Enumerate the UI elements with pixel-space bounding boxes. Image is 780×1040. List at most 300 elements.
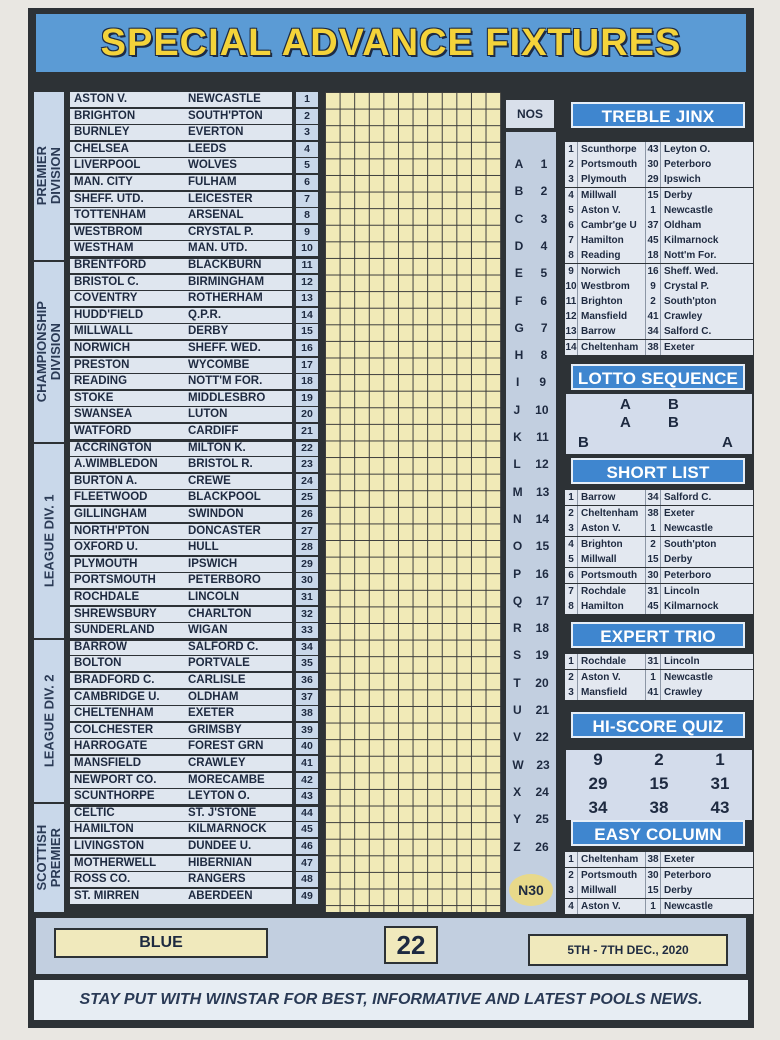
fixture-row <box>70 889 292 904</box>
home-team: Cheltenham <box>578 852 646 867</box>
nos-letter: R <box>512 621 522 636</box>
home-team: Hamilton <box>578 233 646 248</box>
row-index: 4 <box>565 899 578 914</box>
away-team: WIGAN <box>188 624 228 637</box>
fixture-number: 33 <box>296 623 318 638</box>
fixture-number: 43 <box>646 142 661 157</box>
row-index: 6 <box>565 218 578 233</box>
home-team: ACCRINGTON <box>74 441 152 454</box>
treble-jinx-row <box>565 248 753 263</box>
nos-letter: B <box>514 184 524 199</box>
division-separator <box>70 805 322 807</box>
fixture-number: 15 <box>296 324 318 339</box>
fixture-row <box>70 474 292 489</box>
row-index: 1 <box>565 490 578 505</box>
fixture-row <box>70 872 292 887</box>
nos-letter: Y <box>513 812 522 827</box>
away-team: MIDDLESBRO <box>188 391 266 404</box>
fixture-number: 34 <box>646 324 661 339</box>
division-separator <box>70 440 322 442</box>
nos-letter: F <box>514 293 523 308</box>
short-list-row <box>565 537 753 552</box>
nos-item <box>506 372 556 392</box>
fixture-row <box>70 374 292 389</box>
home-team: Aston V. <box>578 203 646 218</box>
away-team: Kilmarnock <box>664 601 719 613</box>
away-team: FULHAM <box>188 176 237 188</box>
nos-letter: G <box>514 320 524 335</box>
fixture-row <box>70 457 292 472</box>
nos-number: 16 <box>535 566 549 581</box>
home-team: WESTHAM <box>74 242 134 255</box>
short-list-title: SHORT LIST <box>571 458 745 484</box>
lotto-r1-a: A <box>620 396 631 413</box>
fixture-row <box>70 607 292 622</box>
home-team: A.WIMBLEDON <box>74 458 158 471</box>
fixture-row <box>70 507 292 522</box>
fixture-row <box>70 524 292 539</box>
nos-item <box>506 618 556 638</box>
nos-item <box>506 782 556 802</box>
row-index: 7 <box>565 584 578 599</box>
nos-letter: D <box>514 238 524 253</box>
nos-item <box>506 454 556 474</box>
home-team: READING <box>74 375 128 388</box>
home-team: PRESTON <box>74 358 130 371</box>
fixture-row <box>70 557 292 572</box>
fixture-number: 22 <box>296 441 318 456</box>
lotto-r2-a: A <box>620 414 631 431</box>
away-team: Oldham <box>664 220 702 231</box>
hiscore-value: 34 <box>588 798 608 817</box>
home-team: SHREWSBURY <box>74 607 157 620</box>
fixture-number: 30 <box>296 573 318 588</box>
fixture-row <box>70 856 292 871</box>
away-team: CARLISLE <box>188 674 246 686</box>
treble-jinx-row <box>565 324 753 339</box>
away-team: WOLVES <box>188 159 237 172</box>
division-label-championship <box>34 262 64 442</box>
fixture-row <box>70 723 292 738</box>
home-team: ASTON V. <box>74 93 128 105</box>
row-index: 3 <box>565 883 578 898</box>
nos-number: 10 <box>535 402 549 417</box>
away-team: BLACKBURN <box>188 259 262 271</box>
away-team: SWINDON <box>188 508 244 520</box>
away-team: RANGERS <box>188 873 246 886</box>
nos-item <box>506 591 556 611</box>
fixture-row <box>70 441 292 456</box>
division-league2-text: LEAGUE DIV. 2 <box>41 674 57 768</box>
short-list-row <box>565 584 753 599</box>
away-team: DERBY <box>188 325 229 338</box>
away-team: Lincoln <box>664 656 700 667</box>
nos-number: 21 <box>535 703 549 717</box>
nos-item <box>506 318 556 338</box>
fixture-row <box>70 623 292 638</box>
coupon-colour: BLUE <box>54 928 268 958</box>
lotto-sequence-box <box>566 394 752 454</box>
home-team: HARROGATE <box>74 740 148 753</box>
nos-letter: P <box>513 566 522 581</box>
division-label-league-2 <box>34 640 64 802</box>
fixture-number: 3 <box>296 125 318 140</box>
home-team: MANSFIELD <box>74 757 142 769</box>
away-team: Crystal P. <box>664 280 709 292</box>
nos-letter: X <box>513 784 522 799</box>
nos-item <box>506 427 556 447</box>
home-team: Plymouth <box>578 172 646 187</box>
away-team: DUNDEE U. <box>188 840 252 852</box>
fixture-row <box>70 225 292 240</box>
nos-number: 17 <box>535 593 550 608</box>
fixture-row <box>70 656 292 671</box>
away-team: Peterboro <box>664 570 712 581</box>
fixture-number: 39 <box>296 723 318 738</box>
fixture-number: 30 <box>646 568 661 583</box>
division-separator <box>70 639 322 641</box>
fixture-number: 17 <box>296 358 318 373</box>
away-team: Newcastle <box>664 204 713 216</box>
nos-letter: A <box>514 157 524 171</box>
row-index: 3 <box>565 521 578 536</box>
home-team: FLEETWOOD <box>74 491 148 504</box>
away-team: CARDIFF <box>188 425 239 437</box>
away-team: Peterboro <box>664 159 712 171</box>
treble-jinx-title: TREBLE JINX <box>571 102 745 128</box>
nos-item <box>506 727 556 747</box>
nos-letter: S <box>513 648 522 663</box>
home-team: HUDD'FIELD <box>74 308 144 321</box>
away-team: HULL <box>188 541 219 554</box>
short-list-row <box>565 552 753 567</box>
home-team: Millwall <box>578 188 646 203</box>
home-team: Cheltenham <box>578 340 646 355</box>
treble-jinx-row <box>565 218 753 233</box>
home-team: BRADFORD C. <box>74 674 155 686</box>
nos-letter: M <box>512 484 523 499</box>
hiscore-quiz-title: HI-SCORE QUIZ <box>571 712 745 738</box>
nos-item <box>506 154 556 174</box>
nos-number: 8 <box>540 348 548 363</box>
nos-number: 15 <box>535 539 550 554</box>
home-team: Portsmouth <box>578 157 646 172</box>
away-team: OLDHAM <box>188 690 239 703</box>
home-team: Mansfield <box>578 309 646 324</box>
fixture-row <box>70 358 292 373</box>
fixture-row <box>70 109 292 124</box>
nos-item <box>506 837 556 857</box>
fixture-row <box>70 789 292 804</box>
row-index: 8 <box>565 248 578 263</box>
away-team: Leyton O. <box>664 144 711 155</box>
nos-letter: E <box>514 266 523 281</box>
away-team: FOREST GRN <box>188 740 264 753</box>
row-index: 2 <box>565 506 578 521</box>
home-team: STOKE <box>74 391 114 404</box>
away-team: Exeter <box>664 341 695 353</box>
home-team: Reading <box>578 248 646 263</box>
fixture-row <box>70 291 292 306</box>
fixture-number: 11 <box>296 258 318 273</box>
fixture-row <box>70 208 292 223</box>
short-list-row <box>565 490 753 505</box>
home-team: Barrow <box>578 490 646 505</box>
fixture-row <box>70 125 292 140</box>
away-team: IPSWICH <box>188 557 238 570</box>
away-team: ARSENAL <box>188 209 244 222</box>
hiscore-value: 15 <box>649 774 669 793</box>
home-team: BRENTFORD <box>74 259 147 271</box>
hiscore-value: 9 <box>593 750 603 769</box>
away-team: Sheff. Wed. <box>664 265 719 277</box>
home-team: SHEFF. UTD. <box>74 192 144 205</box>
page-title: SPECIAL ADVANCE FIXTURES <box>36 14 746 72</box>
row-index: 9 <box>565 264 578 279</box>
fixture-row <box>70 391 292 406</box>
home-team: WATFORD <box>74 425 132 437</box>
fixture-row <box>70 540 292 555</box>
fixture-number: 27 <box>296 524 318 539</box>
home-team: BRIGHTON <box>74 109 136 122</box>
away-team: LEICESTER <box>188 192 253 205</box>
expert-trio-row <box>565 654 753 669</box>
footer-slogan: STAY PUT WITH WINSTAR FOR BEST, INFORMATIVE AND LATEST POOLS NEWS. <box>34 980 748 1020</box>
away-team: EVERTON <box>188 126 244 139</box>
treble-jinx-row <box>565 309 753 324</box>
hiscore-value: 29 <box>588 774 608 793</box>
away-team: HIBERNIAN <box>188 856 252 869</box>
home-team: Norwich <box>578 264 646 279</box>
fixture-number: 23 <box>296 457 318 472</box>
fixture-row <box>70 158 292 173</box>
fixture-number: 43 <box>296 789 318 804</box>
fixture-number: 29 <box>296 557 318 572</box>
nos-number: 19 <box>535 648 549 663</box>
nos-item <box>506 564 556 584</box>
division-championship-text: CHAMPIONSHIP DIVISION <box>34 301 63 403</box>
home-team: SUNDERLAND <box>74 624 155 637</box>
lotto-r3-a: A <box>722 434 733 451</box>
row-index: 3 <box>565 172 578 187</box>
fixture-row <box>70 756 292 771</box>
easy-column-row <box>565 899 753 914</box>
fixture-row <box>70 573 292 588</box>
fixture-number: 38 <box>296 706 318 721</box>
fixture-row <box>70 341 292 356</box>
nos-item <box>506 291 556 311</box>
easy-column-row <box>565 852 753 867</box>
nos-number: 12 <box>535 457 549 472</box>
fixture-number: 6 <box>296 175 318 190</box>
row-index: 6 <box>565 568 578 583</box>
away-team: South'pton <box>664 296 717 307</box>
nos-letter: J <box>513 402 521 417</box>
row-index: 8 <box>565 599 578 614</box>
row-index: 1 <box>565 654 578 669</box>
nos-item <box>506 509 556 529</box>
row-index: 1 <box>565 852 578 867</box>
home-team: GILLINGHAM <box>74 508 147 520</box>
nos-item <box>506 181 556 201</box>
fixture-number: 16 <box>646 264 661 279</box>
nos-item <box>506 755 556 775</box>
nos-letter: U <box>512 703 522 717</box>
home-team: Barrow <box>578 324 646 339</box>
home-team: BURNLEY <box>74 126 130 139</box>
row-index: 11 <box>565 296 577 307</box>
away-team: DONCASTER <box>188 524 261 537</box>
away-team: Q.P.R. <box>188 308 222 321</box>
fixture-number: 19 <box>296 391 318 406</box>
fixture-number: 44 <box>296 806 318 821</box>
fixture-number: 1 <box>296 92 318 107</box>
treble-jinx-row <box>565 264 753 279</box>
home-team: Cambr'ge U <box>578 218 646 233</box>
fixture-number: 28 <box>296 540 318 555</box>
fixture-number: 1 <box>646 899 661 914</box>
row-index: 5 <box>565 203 578 218</box>
home-team: Cheltenham <box>578 506 646 521</box>
prediction-grid[interactable] <box>325 92 501 912</box>
home-team: Portsmouth <box>578 868 646 883</box>
fixture-number: 13 <box>296 291 318 306</box>
home-team: BOLTON <box>74 657 122 670</box>
away-team: Salford C. <box>664 326 712 338</box>
division-label-league-1 <box>34 444 64 638</box>
nos-item <box>506 263 556 283</box>
nos-badge: N30 <box>509 874 553 906</box>
fixture-number: 41 <box>646 309 661 324</box>
expert-trio-title: EXPERT TRIO <box>571 622 745 648</box>
away-team: MILTON K. <box>188 441 246 454</box>
away-team: ROTHERHAM <box>188 292 263 305</box>
home-team: ST. MIRREN <box>74 889 140 902</box>
hiscore-value: 1 <box>715 750 725 769</box>
fixture-number: 2 <box>296 109 318 124</box>
home-team: Millwall <box>578 552 646 567</box>
nos-letter: L <box>513 457 521 472</box>
short-list-row <box>565 568 753 583</box>
nos-item <box>506 700 556 720</box>
nos-number: 2 <box>540 184 548 199</box>
away-team: EXETER <box>188 707 235 720</box>
fixture-row <box>70 706 292 721</box>
away-team: Crawley <box>664 311 703 323</box>
away-team: ST. J'STONE <box>188 806 257 819</box>
away-team: LINCOLN <box>188 591 240 603</box>
home-team: Scunthorpe <box>578 142 646 157</box>
home-team: Portsmouth <box>578 568 646 583</box>
lotto-r1-b: B <box>668 396 679 413</box>
fixture-number: 2 <box>646 537 661 552</box>
fixture-number: 38 <box>646 852 661 867</box>
home-team: Brighton <box>578 294 646 309</box>
row-index: 2 <box>565 670 578 685</box>
home-team: SCUNTHORPE <box>74 790 155 803</box>
row-index: 14 <box>565 341 577 353</box>
fixture-number: 2 <box>646 294 661 309</box>
fixture-number: 15 <box>646 188 661 203</box>
home-team: CELTIC <box>74 806 115 819</box>
fixture-row <box>70 142 292 157</box>
fixture-number: 34 <box>646 490 661 505</box>
nos-letter: C <box>514 211 524 226</box>
fixture-number: 14 <box>296 308 318 323</box>
short-list-row <box>565 506 753 521</box>
treble-jinx-row <box>565 157 753 172</box>
nos-item <box>506 482 556 502</box>
away-team: LEYTON O. <box>188 790 250 803</box>
home-team: LIVINGSTON <box>74 840 145 852</box>
home-team: TOTTENHAM <box>74 209 146 222</box>
row-index: 4 <box>565 537 578 552</box>
home-team: Aston V. <box>578 521 646 536</box>
fixture-row <box>70 241 292 256</box>
nos-item <box>506 536 556 556</box>
fixture-number: 16 <box>296 341 318 356</box>
away-team: Exeter <box>664 507 695 519</box>
division-label-scottish <box>34 804 64 912</box>
row-index: 13 <box>565 326 577 338</box>
fixture-number: 15 <box>646 883 661 898</box>
home-team: ROSS CO. <box>74 873 131 886</box>
fixture-number: 20 <box>296 407 318 422</box>
fixture-row <box>70 424 292 439</box>
away-team: Salford C. <box>664 492 712 503</box>
row-index: 7 <box>565 233 578 248</box>
fixture-number: 38 <box>646 340 661 355</box>
nos-item <box>506 673 556 693</box>
fixture-number: 31 <box>296 590 318 605</box>
lotto-r3-b: B <box>578 434 589 451</box>
treble-jinx-row <box>565 203 753 218</box>
fixture-number: 41 <box>296 756 318 771</box>
nos-number: 4 <box>540 238 548 253</box>
away-team: GRIMSBY <box>188 723 242 736</box>
treble-jinx-row <box>565 233 753 248</box>
home-team: COVENTRY <box>74 292 138 305</box>
nos-letter: N <box>512 511 522 526</box>
away-team: Kilmarnock <box>664 235 719 247</box>
fixture-row <box>70 275 292 290</box>
home-team: BURTON A. <box>74 474 138 487</box>
fixture-number: 24 <box>296 474 318 489</box>
away-team: Crawley <box>664 687 703 699</box>
fixture-number: 37 <box>646 218 661 233</box>
easy-column-row <box>565 883 753 898</box>
home-team: NEWPORT CO. <box>74 773 157 786</box>
away-team: CHARLTON <box>188 607 252 620</box>
away-team: LEEDS <box>188 142 227 155</box>
home-team: MILLWALL <box>74 325 133 338</box>
row-index: 2 <box>565 157 578 172</box>
nos-number: 6 <box>540 293 547 308</box>
fixture-row <box>70 640 292 655</box>
row-index: 1 <box>565 142 578 157</box>
home-team: HAMILTON <box>74 823 134 836</box>
nos-number: 5 <box>540 266 548 281</box>
fixture-number: 21 <box>296 424 318 439</box>
fixture-number: 37 <box>296 690 318 705</box>
fixture-number: 7 <box>296 192 318 207</box>
nos-number: 24 <box>535 784 549 799</box>
fixture-row <box>70 92 292 107</box>
home-team: PORTSMOUTH <box>74 574 156 587</box>
home-team: BARROW <box>74 640 128 653</box>
nos-number: 23 <box>536 757 550 772</box>
easy-column-title: EASY COLUMN <box>571 820 745 846</box>
